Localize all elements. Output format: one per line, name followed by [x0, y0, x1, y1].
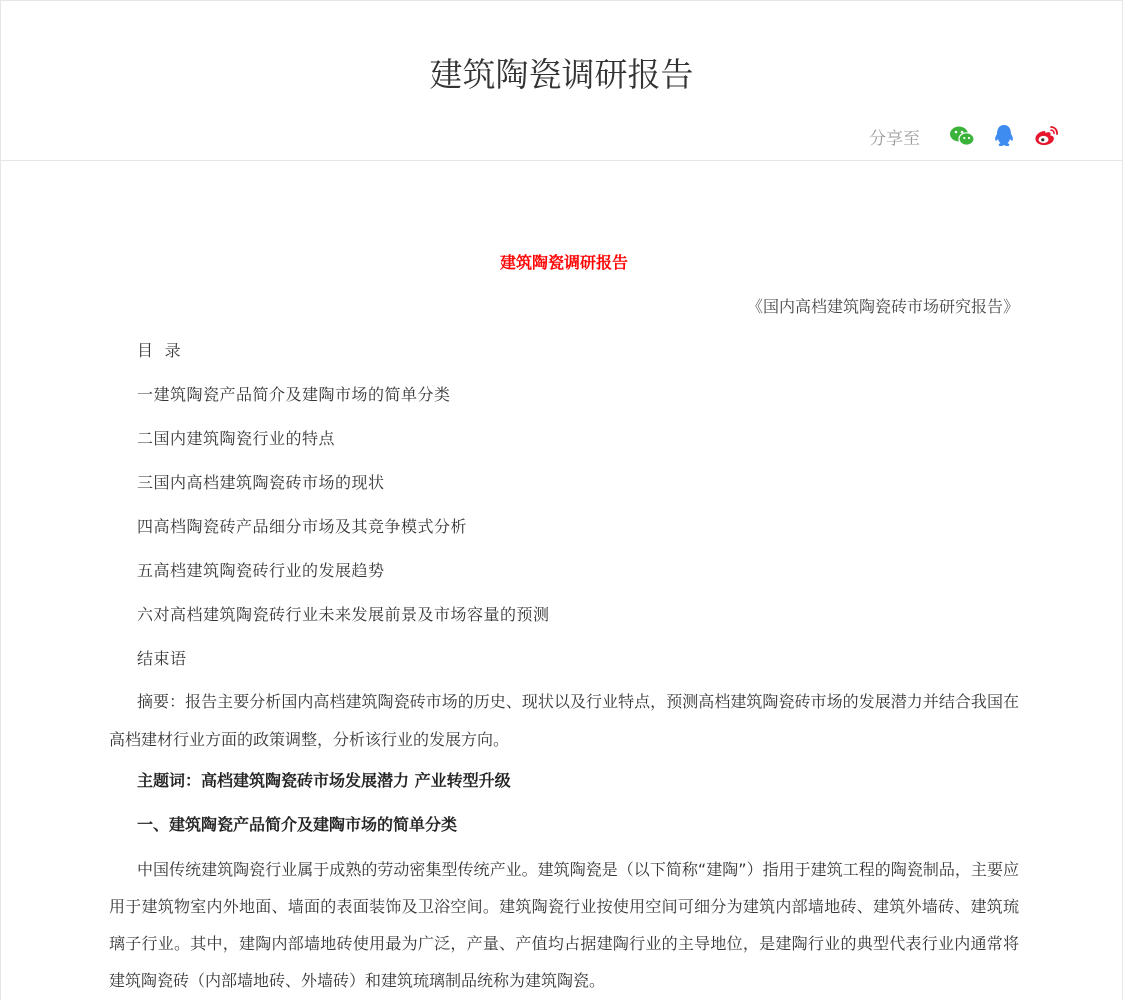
article-body — [109, 241, 1019, 999]
keywords-line: 主题词：高档建筑陶瓷砖市场发展潜力 产业转型升级 — [137, 771, 511, 790]
toc-item: 结束语 — [137, 649, 187, 668]
qq-icon[interactable] — [990, 122, 1018, 150]
toc-item: 五高档建筑陶瓷砖行业的发展趋势 — [137, 561, 385, 580]
abstract-paragraph: 摘要：报告主要分析国内高档建筑陶瓷砖市场的历史、现状以及行业特点，预测高档建筑陶瓷砖市场的发展潜力并结合我国在高档建材行业方面的政策调整，分析该行业的发展方向。 — [109, 692, 1019, 749]
article-title: 建筑陶瓷调研报告 — [499, 253, 628, 272]
section-heading: 一、建筑陶瓷产品简介及建陶市场的简单分类 — [137, 815, 458, 834]
page-header — [1, 1, 1122, 161]
toc-item: 四高档陶瓷砖产品细分市场及其竞争模式分析 — [137, 517, 468, 536]
article-subtitle: 《国内高档建筑陶瓷砖市场研究报告》 — [746, 297, 1019, 316]
toc-heading: 目 录 — [137, 341, 182, 360]
weibo-icon[interactable] — [1032, 122, 1060, 150]
share-bar — [869, 122, 1060, 150]
section-paragraph: 中国传统建筑陶瓷行业属于成熟的劳动密集型传统产业。建筑陶瓷是（以下简称“建陶”）指用于建筑工程的陶瓷制品，主要应用于建筑物室内外地面、墙面的表面装饰及卫浴空间。建筑陶瓷行业按使用空间可细分为建筑内部墙地砖、建筑外墙砖、建筑琉璃子行业。其中，建陶内部墙地砖使用最为广泛，产量、产值均占据建陶行业的主导地位，是建陶行业的典型代表行业内通常将建筑陶瓷砖（内部墙地砖、外墙砖）和建筑琉璃制品统称为建筑陶瓷。 — [109, 860, 1019, 990]
share-label: 分享至 — [869, 128, 920, 149]
toc-item: 一建筑陶瓷产品简介及建陶市场的简单分类 — [137, 385, 451, 404]
toc-item: 三国内高档建筑陶瓷砖市场的现状 — [137, 473, 385, 492]
wechat-icon[interactable] — [948, 122, 976, 150]
toc-item: 二国内建筑陶瓷行业的特点 — [137, 429, 336, 448]
toc-item: 六对高档建筑陶瓷砖行业未来发展前景及市场容量的预测 — [137, 605, 550, 624]
page-title: 建筑陶瓷调研报告 — [429, 55, 694, 94]
